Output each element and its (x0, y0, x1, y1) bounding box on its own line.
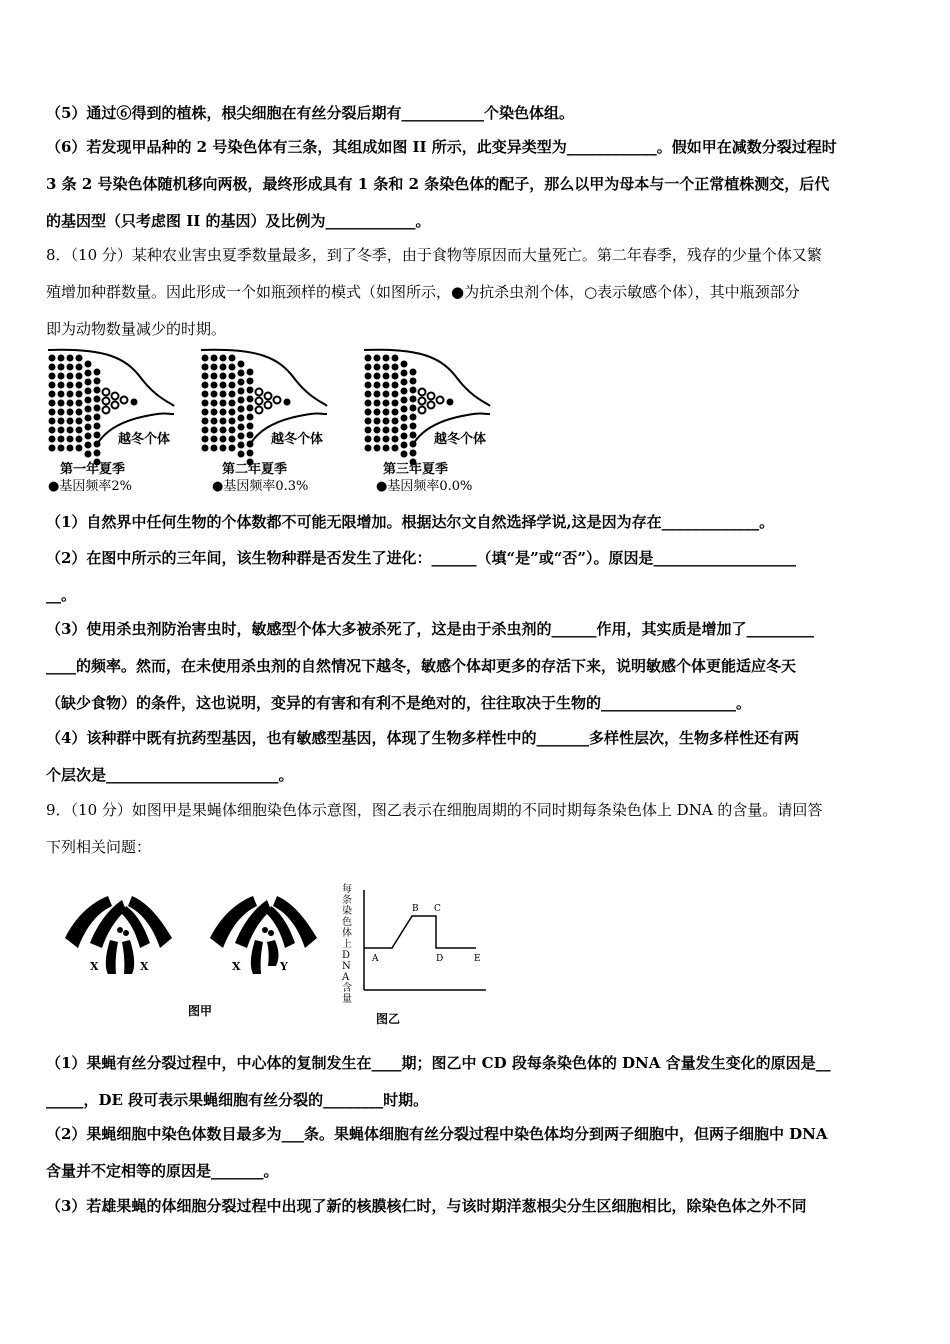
q8-a2-line1: （2）在图中所示的三年间，该生物种群是否发生了进化：______（填“是”或“否”）。原因是___________________ (46, 549, 796, 567)
q9-stem-line1: 9．（10 分）如图甲是果蝇体细胞染色体示意图，图乙表示在细胞周期的不同时期每条染色体上 DNA 的含量。请回答 (46, 801, 823, 819)
q8-a4-line2: 个层次是_______________________。 (46, 766, 294, 784)
panel3-season: 第三年夏季 (383, 462, 449, 477)
q8-stem-line3: 即为动物数量减少的时期。 (46, 320, 227, 338)
panel2-frequency: ●基因频率0.3% (212, 479, 309, 494)
panel1-season: 第一年夏季 (60, 462, 126, 477)
q8-a3-line1: （3）使用杀虫剂防治害虫时，敏感型个体大多被杀死了，这是由于杀虫剂的______作用，其实质是增加了_________ (46, 620, 814, 638)
dna-content-graph (338, 882, 498, 1007)
q8-a1: （1）自然界中任何生物的个体数都不可能无限增加。根据达尔文自然选择学说,这是因为存在_____________。 (46, 513, 775, 531)
figure-yi (338, 882, 498, 1027)
chromosome-graphic (60, 878, 330, 988)
point-b: B (412, 904, 419, 914)
q9-stem-line2: 下列相关问题： (46, 838, 152, 856)
q8-stem-line2: 殖增加种群数量。因此形成一个如瓶颈样的模式（如图所示，●为抗杀虫剂个体，○表示敏感个体），其中瓶颈部分 (46, 283, 800, 301)
q9-a2-line1: （2）果蝇细胞中染色体数目最多为___条。果蝇体细胞有丝分裂过程中染色体均分到两子细胞中，但两子细胞中 DNA (46, 1125, 828, 1143)
figure-jia (60, 878, 330, 1023)
q7-p5: （5）通过⑥得到的植株，根尖细胞在有丝分裂后期有___________个染色体组。 (46, 104, 574, 122)
panel2-season: 第二年夏季 (222, 462, 288, 477)
sex-chrom-y-2: Y (280, 960, 288, 973)
panel1-frequency: ●基因频率2% (48, 479, 132, 494)
q8-a4-line1: （4）该种群中既有抗药型基因，也有敏感型基因，体现了生物多样性中的_______多样性层次，生物多样性还有两 (46, 729, 799, 747)
sex-chrom-x-1b: X (140, 960, 149, 973)
q8-a3-line2: ____的频率。然而，在未使用杀虫剂的自然情况下越冬，敏感个体却更多的存活下来，说明敏感个体更能适应冬天 (46, 657, 797, 675)
figure-yi-caption: 图乙 (376, 1012, 401, 1026)
q9-a2-line2: 含量并不定相等的原因是_______。 (46, 1162, 279, 1180)
panel3-frequency: ●基因频率0.0% (376, 479, 473, 494)
panel3-winter-label: 越冬个体 (434, 432, 487, 447)
sex-chrom-x-2: X (232, 960, 241, 973)
q8-a2-line2: __。 (46, 586, 77, 604)
q9-a1-line2: _____，DE 段可表示果蝇细胞有丝分裂的________时期。 (46, 1091, 429, 1109)
bottleneck-figure (46, 348, 516, 496)
q7-p6-line3: 的基因型（只考虑图 II 的基因）及比例为____________。 (46, 212, 431, 230)
point-c: C (434, 904, 441, 914)
q7-p6-line2: 3 条 2 号染色体随机移向两极，最终形成具有 1 条和 2 条染色体的配子，那么以甲为母本与一个正常植株测交，后代 (46, 175, 830, 193)
point-a: A (372, 954, 379, 964)
q9-a3-line1: （3）若雄果蝇的体细胞分裂过程中出现了新的核膜核仁时，与该时期洋葱根尖分生区细胞相比，除染色体之外不同 (46, 1197, 807, 1215)
panel2-winter-label: 越冬个体 (271, 432, 324, 447)
panel1-winter-label: 越冬个体 (118, 432, 171, 447)
point-e: E (474, 954, 481, 964)
q9-a1-line1: （1）果蝇有丝分裂过程中，中心体的复制发生在____期；图乙中 CD 段每条染色体的 DNA 含量发生变化的原因是__ (46, 1054, 831, 1072)
graph-y-axis-label: 每条染色体上DNA含量 (342, 884, 352, 1005)
q8-a3-line3: （缺少食物）的条件，这也说明，变异的有害和有利不是绝对的，往往取决于生物的__________________。 (46, 694, 752, 712)
figure-jia-caption: 图甲 (188, 1004, 213, 1018)
point-d: D (436, 954, 444, 964)
q7-p6-line1: （6）若发现甲品种的 2 号染色体有三条，其组成如图 II 所示，此变异类型为____________。假如甲在减数分裂过程时 (46, 138, 837, 156)
q8-stem-line1: 8．（10 分）某种农业害虫夏季数量最多，到了冬季，由于食物等原因而大量死亡。第二年春季，残存的少量个体又繁 (46, 246, 822, 264)
sex-chrom-x-1a: X (90, 960, 99, 973)
